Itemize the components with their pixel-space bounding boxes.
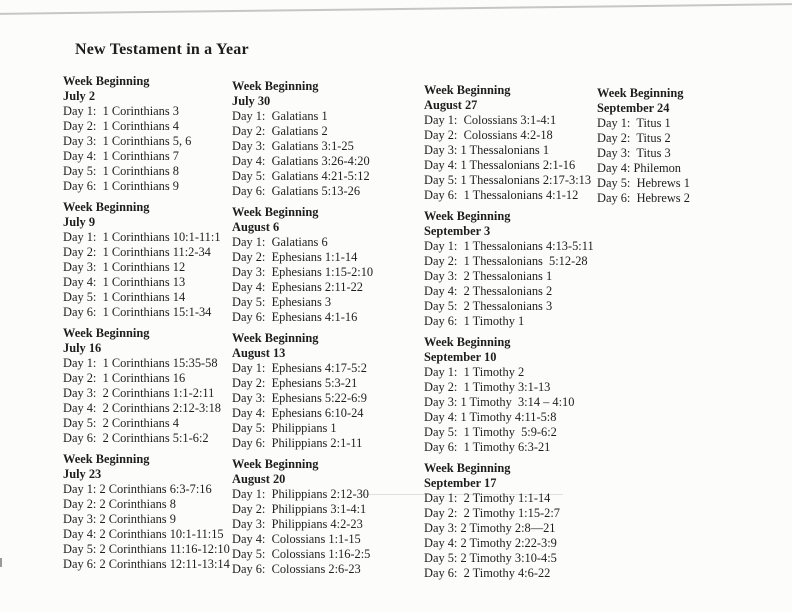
day-reading: Day 6: 1 Corinthians 15:1-34 xyxy=(63,305,212,319)
day-reading: Day 6: Philippians 2:1-11 xyxy=(232,436,363,450)
day-reading: Day 5: Galatians 4:21-5:12 xyxy=(232,169,370,183)
day-reading: Day 4: 1 Timothy 4:11-5:8 xyxy=(424,410,557,424)
day-reading: Day 5: 2 Thessalonians 3 xyxy=(424,299,553,313)
week-beginning-label: Week Beginning xyxy=(424,461,511,475)
week-beginning-label: Week Beginning xyxy=(424,83,511,97)
day-reading: Day 6: 1 Timothy 6:3-21 xyxy=(424,440,551,454)
week-block-july-30 xyxy=(232,79,373,199)
week-beginning-label: Week Beginning xyxy=(63,452,150,466)
week-block-august-6 xyxy=(232,205,373,325)
day-reading: Day 6: 2 Corinthians 5:1-6:2 xyxy=(63,431,209,445)
day-reading: Day 4: 1 Thessalonians 2:1-16 xyxy=(424,158,576,172)
week-date: July 9 xyxy=(63,215,96,229)
week-beginning-label: Week Beginning xyxy=(232,205,319,219)
day-reading: Day 1: Ephesians 4:17-5:2 xyxy=(232,361,367,375)
day-reading: Day 5: 2 Corinthians 4 xyxy=(63,416,179,430)
week-date: September 24 xyxy=(597,101,670,115)
week-block-september-24 xyxy=(597,86,690,206)
day-reading: Day 2: Ephesians 1:1-14 xyxy=(232,250,358,264)
day-reading: Day 3: 2 Thessalonians 1 xyxy=(424,269,553,283)
week-beginning-label: Week Beginning xyxy=(424,209,511,223)
day-reading: Day 3: Ephesians 5:22-6:9 xyxy=(232,391,367,405)
day-reading: Day 3: 1 Corinthians 5, 6 xyxy=(63,134,192,148)
week-date: September 10 xyxy=(424,350,497,364)
week-date: September 3 xyxy=(424,224,491,238)
day-reading: Day 4: Galatians 3:26-4:20 xyxy=(232,154,370,168)
day-reading: Day 4: 2 Corinthians 2:12-3:18 xyxy=(63,401,221,415)
day-reading: Day 5: 1 Timothy 5:9-6:2 xyxy=(424,425,557,439)
week-date: July 16 xyxy=(63,341,102,355)
page-title: New Testament in a Year xyxy=(75,41,249,58)
week-date: July 23 xyxy=(63,467,102,481)
day-reading: Day 4: 2 Timothy 2:22-3:9 xyxy=(424,536,557,550)
day-reading: Day 4: Colossians 1:1-15 xyxy=(232,532,361,546)
day-reading: Day 4: 2 Corinthians 10:1-11:15 xyxy=(63,527,224,541)
day-reading: Day 4: Ephesians 2:11-22 xyxy=(232,280,363,294)
reading-plan-column-1 xyxy=(63,74,230,578)
week-beginning-label: Week Beginning xyxy=(232,79,319,93)
day-reading: Day 1: Philippians 2:12-30 xyxy=(232,487,369,501)
day-reading: Day 5: Hebrews 1 xyxy=(597,176,690,190)
week-date: September 17 xyxy=(424,476,497,490)
day-reading: Day 2: Galatians 2 xyxy=(232,124,328,138)
day-reading: Day 2: Colossians 4:2-18 xyxy=(424,128,553,142)
day-reading: Day 5: Philippians 1 xyxy=(232,421,337,435)
week-date: August 27 xyxy=(424,98,478,112)
reading-plan-column-2 xyxy=(232,79,373,583)
week-block-september-3 xyxy=(424,209,594,329)
day-reading: Day 6: Ephesians 4:1-16 xyxy=(232,310,358,324)
day-reading: Day 3: Titus 3 xyxy=(597,146,671,160)
day-reading: Day 6: 1 Thessalonians 4:1-12 xyxy=(424,188,579,202)
day-reading: Day 2: 1 Timothy 3:1-13 xyxy=(424,380,551,394)
day-reading: Day 3: 1 Timothy 3:14 – 4:10 xyxy=(424,395,575,409)
day-reading: Day 6: 2 Corinthians 12:11-13:14 xyxy=(63,557,230,571)
week-beginning-label: Week Beginning xyxy=(232,331,319,345)
day-reading: Day 6: Galatians 5:13-26 xyxy=(232,184,361,198)
day-reading: Day 5: Ephesians 3 xyxy=(232,295,332,309)
day-reading: Day 3: 2 Timothy 2:8—21 xyxy=(424,521,556,535)
day-reading: Day 3: 1 Thessalonians 1 xyxy=(424,143,550,157)
week-block-august-27 xyxy=(424,83,594,203)
day-reading: Day 1: 1 Corinthians 15:35-58 xyxy=(63,356,218,370)
day-reading: Day 1: Galatians 1 xyxy=(232,109,328,123)
day-reading: Day 5: 1 Corinthians 14 xyxy=(63,290,186,304)
day-reading: Day 4: 1 Corinthians 7 xyxy=(63,149,179,163)
day-reading: Day 3: Philippians 4:2-23 xyxy=(232,517,363,531)
day-reading: Day 4: 2 Thessalonians 2 xyxy=(424,284,553,298)
day-reading: Day 1: Colossians 3:1-4:1 xyxy=(424,113,557,127)
day-reading: Day 2: 2 Timothy 1:15-2:7 xyxy=(424,506,560,520)
day-reading: Day 2: Ephesians 5:3-21 xyxy=(232,376,358,390)
day-reading: Day 2: 1 Corinthians 4 xyxy=(63,119,179,133)
day-reading: Day 4: 1 Corinthians 13 xyxy=(63,275,186,289)
day-reading: Day 3: Galatians 3:1-25 xyxy=(232,139,354,153)
week-beginning-label: Week Beginning xyxy=(63,326,150,340)
day-reading: Day 1: 1 Corinthians 3 xyxy=(63,104,179,118)
week-block-july-2 xyxy=(63,74,230,194)
week-block-august-20 xyxy=(232,457,373,577)
day-reading: Day 3: 2 Corinthians 1:1-2:11 xyxy=(63,386,215,400)
week-beginning-label: Week Beginning xyxy=(232,457,319,471)
day-reading: Day 2: 1 Corinthians 11:2-34 xyxy=(63,245,211,259)
week-date: July 30 xyxy=(232,94,271,108)
reading-plan-column-4 xyxy=(597,86,690,212)
day-reading: Day 6: 1 Timothy 1 xyxy=(424,314,525,328)
day-reading: Day 5: Colossians 1:16-2:5 xyxy=(232,547,371,561)
reading-plan-column-3 xyxy=(424,83,594,587)
week-block-july-16 xyxy=(63,326,230,446)
week-date: August 13 xyxy=(232,346,286,360)
week-block-july-23 xyxy=(63,452,230,572)
day-reading: Day 2: Philippians 3:1-4:1 xyxy=(232,502,367,516)
day-reading: Day 1: 2 Timothy 1:1-14 xyxy=(424,491,551,505)
week-block-july-9 xyxy=(63,200,230,320)
day-reading: Day 2: Titus 2 xyxy=(597,131,671,145)
week-date: August 20 xyxy=(232,472,286,486)
scan-edge-tick-artifact xyxy=(0,558,2,567)
day-reading: Day 5: 2 Timothy 3:10-4:5 xyxy=(424,551,557,565)
scan-edge-artifact xyxy=(0,3,792,14)
week-date: August 6 xyxy=(232,220,280,234)
day-reading: Day 4: Ephesians 6:10-24 xyxy=(232,406,364,420)
day-reading: Day 3: Ephesians 1:15-2:10 xyxy=(232,265,374,279)
day-reading: Day 6: 2 Timothy 4:6-22 xyxy=(424,566,551,580)
day-reading: Day 1: 1 Thessalonians 4:13-5:11 xyxy=(424,239,594,253)
day-reading: Day 6: 1 Corinthians 9 xyxy=(63,179,179,193)
week-beginning-label: Week Beginning xyxy=(597,86,684,100)
week-block-september-17 xyxy=(424,461,594,581)
week-beginning-label: Week Beginning xyxy=(63,74,150,88)
week-beginning-label: Week Beginning xyxy=(63,200,150,214)
day-reading: Day 2: 1 Thessalonians 5:12-28 xyxy=(424,254,588,268)
day-reading: Day 6: Colossians 2:6-23 xyxy=(232,562,361,576)
day-reading: Day 5: 1 Thessalonians 2:17-3:13 xyxy=(424,173,592,187)
day-reading: Day 1: Galatians 6 xyxy=(232,235,328,249)
day-reading: Day 6: Hebrews 2 xyxy=(597,191,690,205)
day-reading: Day 5: 2 Corinthians 11:16-12:10 xyxy=(63,542,230,556)
day-reading: Day 1: 1 Corinthians 10:1-11:1 xyxy=(63,230,221,244)
week-block-september-10 xyxy=(424,335,594,455)
week-date: July 2 xyxy=(63,89,96,103)
day-reading: Day 1: 1 Timothy 2 xyxy=(424,365,525,379)
day-reading: Day 3: 1 Corinthians 12 xyxy=(63,260,186,274)
day-reading: Day 1: 2 Corinthians 6:3-7:16 xyxy=(63,482,212,496)
day-reading: Day 3: 2 Corinthians 9 xyxy=(63,512,176,526)
day-reading: Day 4: Philemon xyxy=(597,161,681,175)
day-reading: Day 2: 2 Corinthians 8 xyxy=(63,497,176,511)
day-reading: Day 5: 1 Corinthians 8 xyxy=(63,164,179,178)
week-block-august-13 xyxy=(232,331,373,451)
day-reading: Day 1: Titus 1 xyxy=(597,116,671,130)
week-beginning-label: Week Beginning xyxy=(424,335,511,349)
day-reading: Day 2: 1 Corinthians 16 xyxy=(63,371,186,385)
